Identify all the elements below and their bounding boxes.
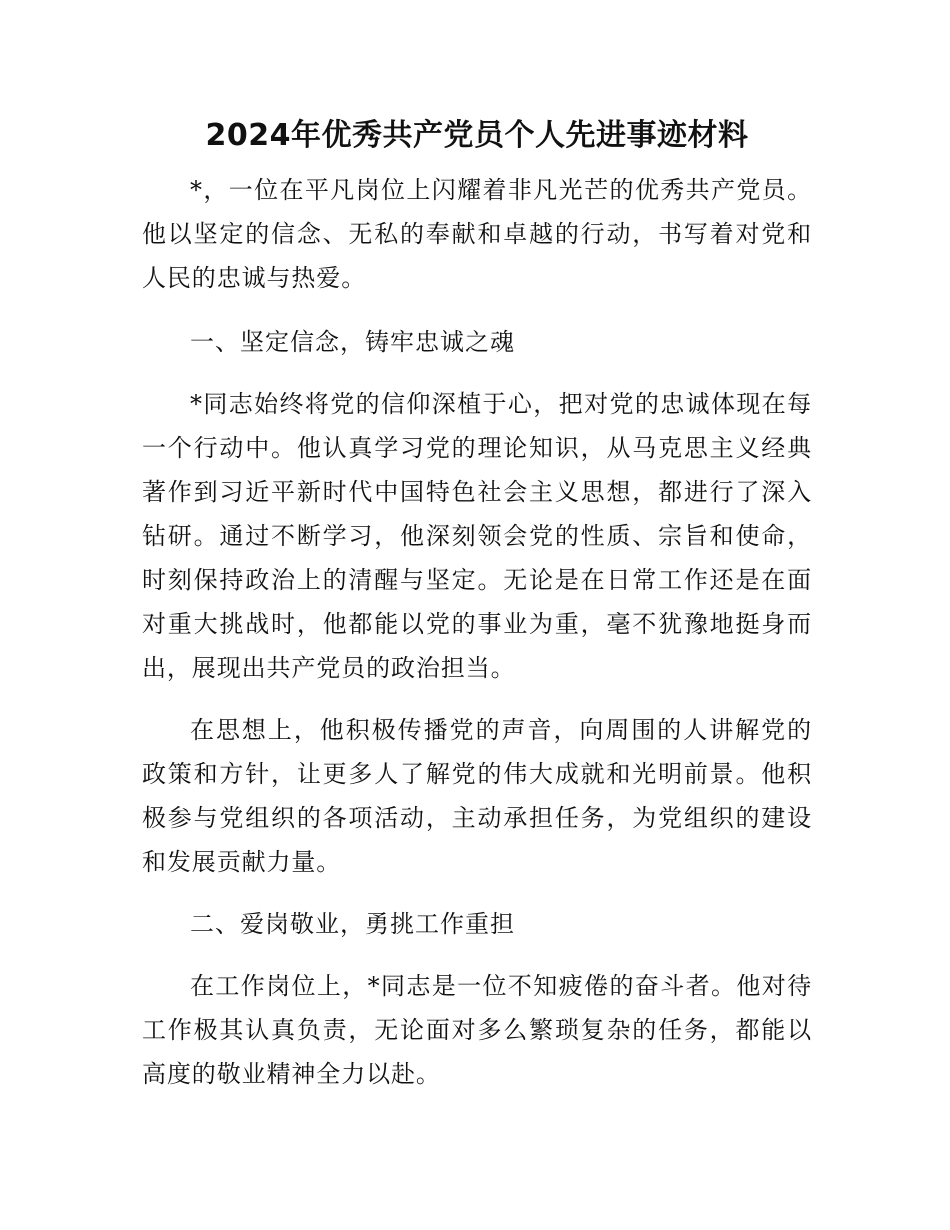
section-1-paragraph-2: 在思想上，他积极传播党的声音，向周围的人讲解党的政策和方针，让更多人了解党的伟大成就和光明前景。他积极参与党组织的各项活动，主动承担任务，为党组织的建设和发展贡献力量。 <box>142 716 812 876</box>
section-2-paragraph-1: 在工作岗位上，*同志是一位不知疲倦的奋斗者。他对待工作极其认真负责，无论面对多么繁琐复杂的任务，都能以高度的敬业精神全力以赴。 <box>142 972 812 1088</box>
section-heading-1: 一、坚定信念，铸牢忠诚之魂 <box>190 328 515 356</box>
section-heading-2: 二、爱岗敬业，勇挑工作重担 <box>190 910 515 938</box>
document-title: 2024年优秀共产党员个人先进事迹材料 <box>205 118 749 153</box>
section-1-paragraph-1: *同志始终将党的信仰深植于心，把对党的忠诚体现在每一个行动中。他认真学习党的理论知识，从马克思主义经典著作到习近平新时代中国特色社会主义思想，都进行了深入钻研。通过不断学习，他深刻领会党的性质、宗旨和使命，时刻保持政治上的清醒与坚定。无论是在日常工作还是在面对重大挑战时，他都能以党的事业为重，毫不犹豫地挺身而出，展现出共产党员的政治担当。 <box>142 390 812 682</box>
document-body <box>142 111 812 1096</box>
intro-paragraph: *，一位在平凡岗位上闪耀着非凡光芒的优秀共产党员。他以坚定的信念、无私的奉献和卓越的行动，书写着对党和人民的忠诚与热爱。 <box>142 176 812 292</box>
